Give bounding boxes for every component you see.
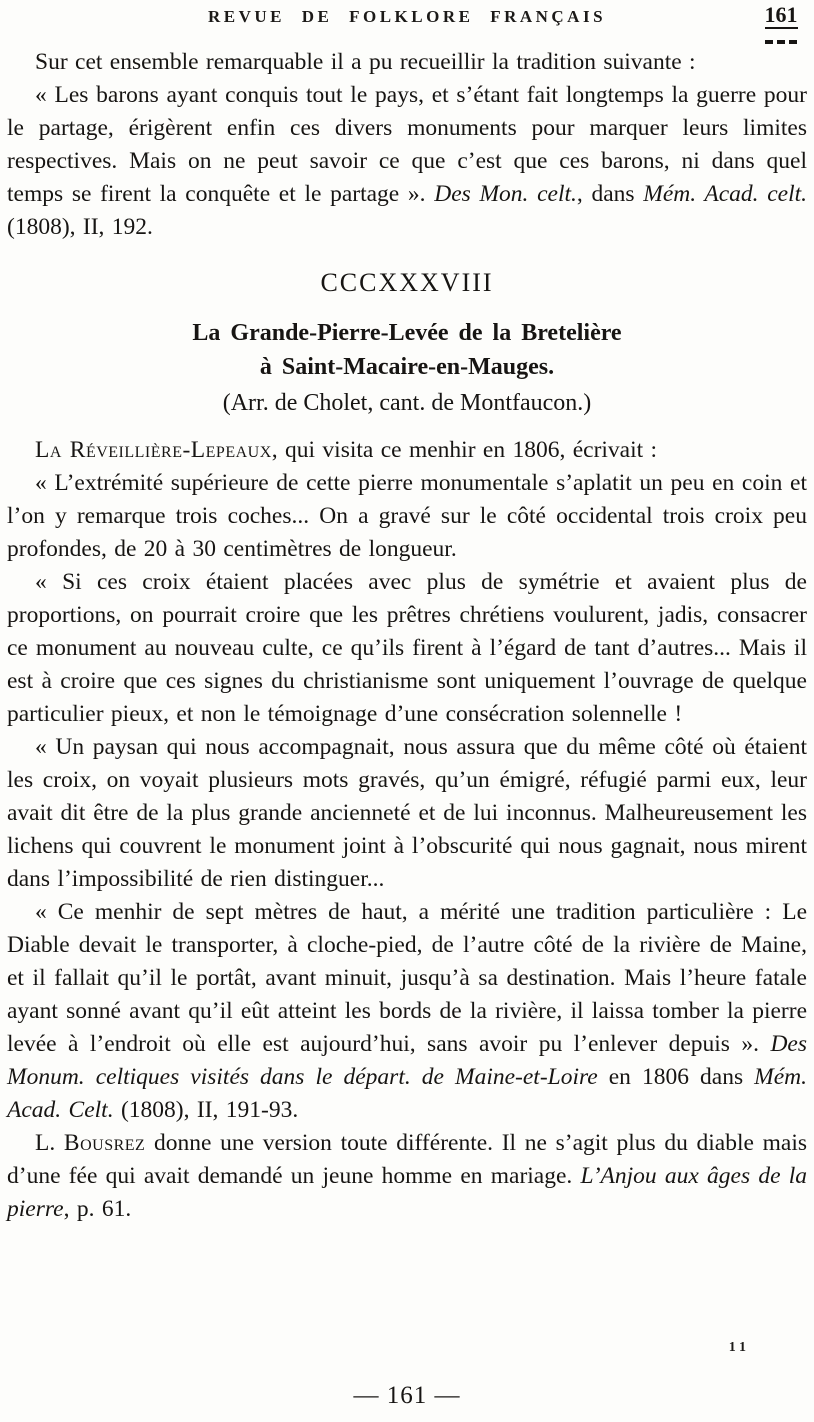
- section-number: CCCXXXVIII: [320, 268, 494, 297]
- text-run: donne une version toute différente. Il ne s’agit plus du diable mais d’une fée qui avait demandé un jeune homme en mariage.: [7, 1130, 808, 1189]
- paragraph-quote-4: [7, 896, 807, 1127]
- header-page-number-text: 161: [764, 2, 798, 27]
- text-run: Sur cet ensemble remarquable il a pu recueillir la tradition suivante :: [35, 49, 696, 75]
- paragraph-quote-2: [7, 566, 807, 731]
- header-page-number: [763, 4, 799, 48]
- section-title-line-2: à Saint-Macaire-en-Mauges.: [259, 354, 555, 380]
- text-run: (1808), II, 191-93.: [113, 1097, 299, 1123]
- section-heading-block: [7, 268, 807, 420]
- section-subtitle: (Arr. de Cholet, cant. de Montfaucon.): [222, 390, 592, 416]
- italic-citation-run: L’Anjou aux âges de la pierre: [7, 1163, 807, 1222]
- text-run: « Si ces croix étaient placées avec plus de symétrie et avaient plus de proportions, on pourrait croire que les prêtres chrétiens voulurent, jadis, consacrer ce monument au nouveau culte, ce qu’ils firent à l’égard de tant d’autres... Mais il est à croire que ces signes du christianisme sont uniquement l’ouvrage de quelque particulier pieux, et non le témoignage d’une consécration solennelle !: [7, 569, 807, 727]
- paragraph-author-intro: [7, 434, 807, 467]
- text-run: , p. 61.: [63, 1196, 132, 1222]
- italic-citation-run: Mém. Acad. Celt.: [7, 1064, 807, 1123]
- journal-title: REVUE DE FOLKLORE FRANÇAIS: [207, 7, 607, 26]
- italic-citation-run: Mém. Acad. celt.: [643, 181, 808, 207]
- paragraph-intro-2: [7, 79, 807, 244]
- smallcaps-author-run: La Réveillière-Lepeaux: [35, 437, 272, 463]
- paragraph-bousrez-version: [7, 1127, 807, 1226]
- text-run: , qui visita ce menhir en 1806, écrivait :: [271, 437, 658, 463]
- text-run: « Ce menhir de sept mètres de haut, a mérité une tradition particulière : Le Diable devait le transporter, à cloche-pied, de l’autre côté de la rivière de Maine, et il fallait qu’il le portât, avant minuit, jusqu’à sa destination. Mais l’heure fatale ayant sonné avant qu’il eût atteint les bords de la rivière, il laissa tomber la pierre levée à l’endroit où elle est aujourd’hui, sans avoir pu l’enlever depuis ».: [7, 899, 807, 1057]
- smallcaps-author-run: Bousrez: [63, 1130, 146, 1156]
- paragraph-quote-1: [7, 467, 807, 566]
- paragraph-quote-3: [7, 731, 807, 896]
- page-number-underline-dots: [763, 32, 799, 48]
- text-run: , dans: [576, 181, 644, 207]
- paragraph-intro-1: [7, 46, 807, 79]
- text-run: (1808), II, 192.: [7, 214, 153, 240]
- text-run: « Les barons ayant conquis tout le pays, et s’étant fait longtemps la guerre pour le partage, érigèrent enfin ces divers monuments pour marquer leurs limites respectives. Mais on ne peut savoir ce que c’est que ces barons, ni dans quel temps se firent la conquête et le partage ».: [7, 82, 807, 207]
- italic-citation-run: Des Mon. celt.: [434, 181, 577, 207]
- section-title-line-1: La Grande-Pierre-Levée de la Bretelière: [192, 320, 622, 346]
- text-run: L.: [35, 1130, 64, 1156]
- printer-signature-mark: 11: [728, 1340, 750, 1355]
- text-run: en 1806 dans: [597, 1064, 755, 1090]
- text-run: « L’extrémité supérieure de cette pierre monumentale s’aplatit un peu en coin et l’on y remarque trois coches... On a gravé sur le côté occidental trois croix peu profondes, de 20 à 30 centimètres de longueur.: [7, 470, 807, 562]
- text-run: « Un paysan qui nous accompagnait, nous assura que du même côté où étaient les croix, on voyait plusieurs mots gravés, qu’un émigré, réfugié parmi eux, leur avait dit être de la plus grande ancienneté et de lui inconnus. Malheureusement les lichens qui couvrent le monument joint à l’obscurité qui nous gagnait, nous mirent dans l’impossibilité de rien distinguer...: [7, 734, 807, 892]
- running-header: [7, 4, 807, 38]
- footer-page-number: — 161 —: [353, 1382, 461, 1409]
- italic-citation-run: Des Monum. celtiques visités dans le départ. de Maine-et-Loire: [7, 1031, 807, 1090]
